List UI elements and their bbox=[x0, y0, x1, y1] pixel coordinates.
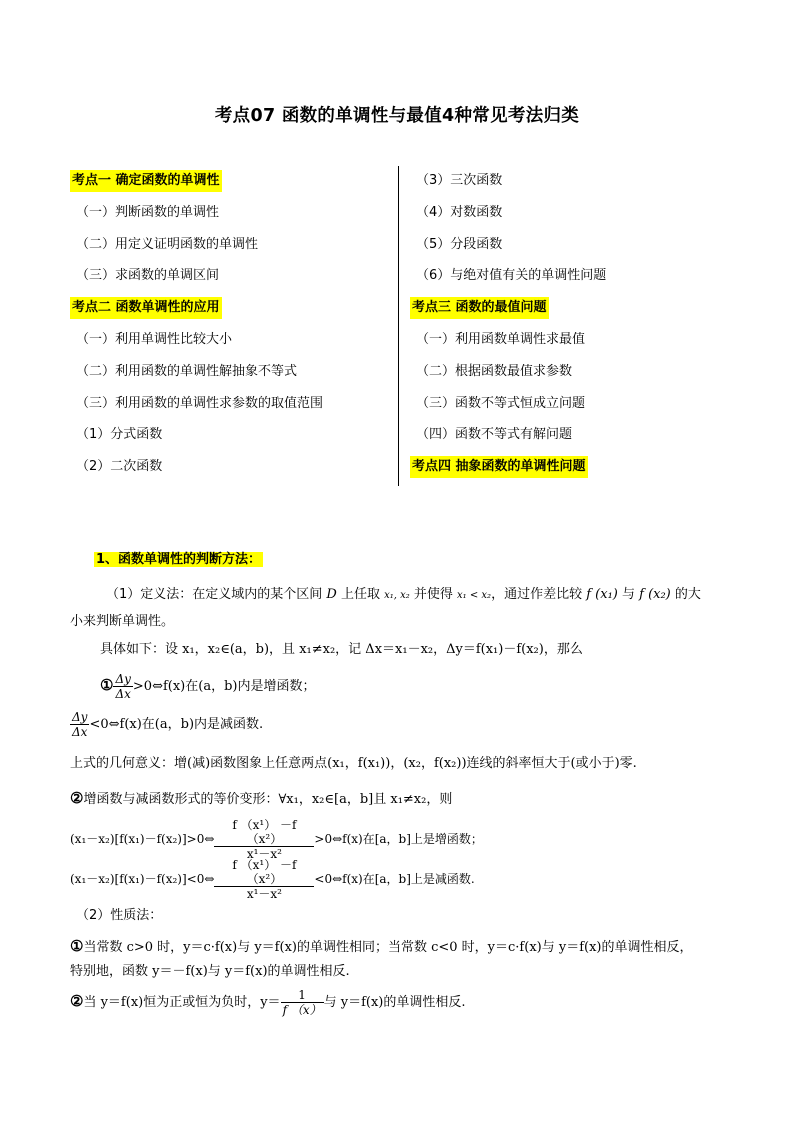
increasing-criterion bbox=[70, 672, 760, 701]
circle-4-icon: ② bbox=[70, 992, 84, 1010]
toc-left-column bbox=[70, 170, 390, 488]
p1-text-d: ，通过作差比较 bbox=[491, 587, 587, 602]
toc-subitem-label: （一）判断函数的单调性 bbox=[76, 204, 220, 220]
property-1-text: 当常数 c>0 时，y＝c·f(x)与 y＝f(x)的单调性相同；当常数 c<0 时，y＝c·f(x)与 y＝f(x)的单调性相反， bbox=[83, 940, 693, 955]
p1-vars: x₁, x₂ bbox=[384, 590, 410, 601]
toc-item bbox=[410, 297, 730, 329]
decreasing-equivalence bbox=[70, 858, 730, 901]
toc-subitem-label: （1）分式函数 bbox=[76, 427, 163, 443]
property-2-text-b: 与 y＝f(x)的单调性相反. bbox=[323, 995, 466, 1010]
toc-item bbox=[410, 329, 730, 361]
equivalent-form-text: 增函数与减函数形式的等价变形：∀x₁，x₂∈[a，b]且 x₁≠x₂，则 bbox=[83, 792, 453, 807]
p1-fx1: f (x₁) bbox=[586, 587, 618, 602]
increasing-equivalence bbox=[70, 818, 730, 861]
toc-subitem-label: （2）二次函数 bbox=[76, 459, 163, 475]
definition-detail: 具体如下：设 x₁，x₂∈(a，b)，且 x₁≠x₂，记 Δx＝x₁－x₂，Δy＝f(x₁)－f(x₂)，那么 bbox=[100, 642, 583, 657]
toc-subitem-label: （二）根据函数最值求参数 bbox=[416, 363, 573, 379]
p1-interval-d: D bbox=[326, 587, 337, 602]
reciprocal-denominator: f （x） bbox=[282, 1003, 322, 1017]
circle-1-icon: ① bbox=[100, 676, 114, 694]
toc-subitem-label: （三）利用函数的单调性求参数的取值范围 bbox=[76, 395, 324, 411]
frac-denominator: Δx bbox=[115, 687, 131, 701]
property-1 bbox=[70, 934, 730, 984]
dy-dx-fraction bbox=[113, 672, 132, 701]
toc-item bbox=[70, 361, 390, 393]
difference-quotient-2 bbox=[214, 858, 314, 901]
toc-item bbox=[70, 456, 390, 488]
toc-subitem-label: （四）函数不等式有解问题 bbox=[416, 427, 573, 443]
dy-dx-fraction-2 bbox=[70, 710, 89, 739]
frac-numerator: Δy bbox=[115, 672, 131, 686]
toc-subitem-label: （三）函数不等式恒成立问题 bbox=[416, 395, 586, 411]
difference-quotient-1 bbox=[214, 818, 314, 861]
eq2-left: (x₁－x₂)[f(x₁)－f(x₂)]<0⇔ bbox=[70, 872, 215, 886]
toc-right-column bbox=[410, 170, 730, 488]
dq-denominator: x¹－x² bbox=[246, 887, 282, 901]
toc-item bbox=[70, 297, 390, 329]
reciprocal-fraction bbox=[281, 988, 324, 1017]
circle-2-icon: ② bbox=[70, 789, 84, 807]
property-2-text-a: 当 y＝f(x)恒为正或恒为负时，y＝ bbox=[83, 995, 281, 1010]
toc-item bbox=[410, 424, 730, 456]
toc-divider bbox=[398, 166, 399, 486]
toc-section-heading: 考点四 抽象函数的单调性问题 bbox=[410, 456, 588, 478]
toc-section-heading: 考点一 确定函数的单调性 bbox=[70, 170, 222, 192]
toc-item bbox=[410, 361, 730, 393]
toc-item bbox=[70, 170, 390, 202]
toc-subitem-label: （5）分段函数 bbox=[416, 236, 503, 252]
dq-numerator: f （x¹） －f （x²） bbox=[214, 858, 314, 887]
frac-numerator: Δy bbox=[72, 710, 88, 724]
p1-text-e: 与 bbox=[617, 587, 640, 602]
toc-subitem-label: （一）利用单调性比较大小 bbox=[76, 331, 233, 347]
geometric-meaning: 上式的几何意义：增(减)函数图象上任意两点(x₁，f(x₁))，(x₂，f(x₂))连线的斜率恒大于(或小于)零. bbox=[70, 756, 637, 771]
toc-subitem-label: （三）求函数的单调区间 bbox=[76, 268, 220, 284]
reciprocal-numerator: 1 bbox=[281, 988, 324, 1003]
toc-item bbox=[410, 202, 730, 234]
property-method-heading: （2）性质法： bbox=[76, 908, 163, 923]
property-1-line2: 特别地，函数 y＝－f(x)与 y＝f(x)的单调性相反. bbox=[70, 964, 350, 979]
decreasing-criterion bbox=[70, 710, 730, 739]
toc-item bbox=[70, 265, 390, 297]
p1-text-a: （1）定义法：在定义域内的某个区间 bbox=[106, 587, 327, 602]
toc-item bbox=[410, 456, 730, 488]
toc-subitem-label: （3）三次函数 bbox=[416, 173, 503, 188]
toc-section-heading: 考点三 函数的最值问题 bbox=[410, 297, 549, 319]
toc-subitem-label: （4）对数函数 bbox=[416, 204, 503, 220]
p1-fx2: f (x₂) bbox=[639, 587, 671, 602]
decreasing-text: <0⇔f(x)在(a，b)内是减函数. bbox=[89, 717, 264, 732]
property-2 bbox=[70, 988, 730, 1017]
eq1-right: >0⇔f(x)在[a，b]上是增函数； bbox=[314, 832, 483, 846]
toc-item bbox=[70, 234, 390, 266]
toc-item bbox=[410, 170, 730, 202]
toc-section-heading: 考点二 函数单调性的应用 bbox=[70, 297, 222, 319]
p1-line2: 小来判断单调性。 bbox=[70, 614, 175, 629]
toc-item bbox=[410, 234, 730, 266]
page-title: 考点07 函数的单调性与最值4种常见考法归类 bbox=[214, 106, 580, 126]
eq2-right: <0⇔f(x)在[a，b]上是减函数. bbox=[314, 872, 475, 886]
toc-item bbox=[70, 329, 390, 361]
toc-item bbox=[410, 265, 730, 297]
equivalent-form bbox=[70, 788, 730, 810]
toc-item bbox=[410, 393, 730, 425]
p1-inequality: x₁ < x₂ bbox=[457, 590, 492, 601]
p1-text-f: 的大 bbox=[670, 587, 701, 602]
toc-subitem-label: （一）利用函数单调性求最值 bbox=[416, 331, 586, 347]
increasing-text: >0⇔f(x)在(a，b)内是增函数； bbox=[132, 679, 316, 694]
toc-subitem-label: （二）利用函数的单调性解抽象不等式 bbox=[76, 363, 298, 379]
toc-item bbox=[70, 424, 390, 456]
dq-numerator: f （x¹） －f （x²） bbox=[214, 818, 314, 847]
p1-text-b: 上任取 bbox=[336, 587, 385, 602]
p1-text-c: 并使得 bbox=[409, 587, 458, 602]
toc-subitem-label: （二）用定义证明函数的单调性 bbox=[76, 236, 259, 252]
toc-item bbox=[70, 393, 390, 425]
definition-paragraph bbox=[70, 582, 730, 635]
frac-denominator: Δx bbox=[72, 725, 88, 739]
toc-subitem-label: （6）与绝对值有关的单调性问题 bbox=[416, 268, 607, 284]
dq-denominator: x¹－x² bbox=[246, 847, 282, 861]
circle-3-icon: ① bbox=[70, 937, 84, 955]
eq1-left: (x₁－x₂)[f(x₁)－f(x₂)]>0⇔ bbox=[70, 832, 215, 846]
section-heading bbox=[70, 550, 730, 570]
section-heading-text: 1、函数单调性的判断方法： bbox=[96, 552, 262, 567]
toc-item bbox=[70, 202, 390, 234]
